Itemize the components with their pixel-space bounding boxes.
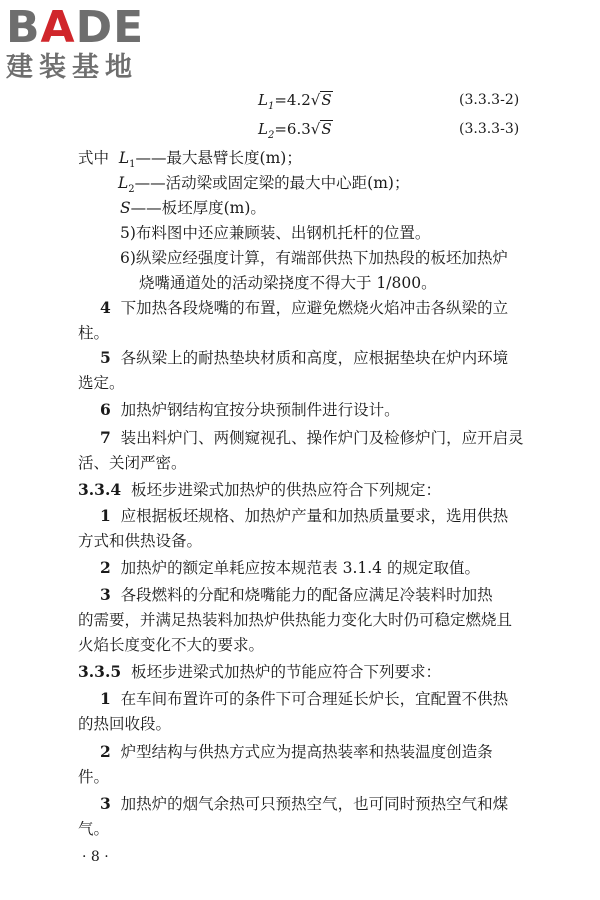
formula-l1: $L_1=4.2√S$ — [258, 91, 332, 112]
para-4-line1: 4 下加热各段烧嘴的布置，应避免燃烧火焰冲击各纵梁的立 — [100, 298, 509, 317]
s334-item-3-line3: 火焰长度变化不大的要求。 — [78, 636, 265, 654]
s334-item-1-line1: 1 应根据板坯规格、加热炉产量和加热质量要求，选用供热 — [100, 506, 509, 525]
para-7-line2: 活、关闭严密。 — [78, 454, 187, 472]
s335-item-1-line2: 的热回收段。 — [78, 715, 172, 733]
section-3-3-4-heading: 3.3.4 板坯步进梁式加热炉的供热应符合下列规定： — [78, 480, 442, 499]
logo-wordmark: BADE — [6, 2, 145, 53]
page-number: · 8 · — [82, 849, 109, 865]
item-5: 5)布料图中还应兼顾装、出钢机托杆的位置。 — [120, 224, 431, 242]
s335-item-2-line1: 2 炉型结构与供热方式应为提高热装率和热装温度创造条 — [100, 742, 493, 761]
s335-item-1-line1: 1 在车间布置许可的条件下可合理延长炉长，宜配置不供热 — [100, 689, 509, 708]
where-l1: 式中 $L_1——$最大悬臂长度(m)； — [78, 149, 302, 171]
brand-logo — [6, 4, 144, 84]
s335-item-3-line1: 3 加热炉的烟气余热可只预热空气，也可同时预热空气和煤 — [100, 794, 509, 813]
para-7-line1: 7 装出料炉门、两侧窥视孔、操作炉门及检修炉门，应开启灵 — [100, 428, 524, 447]
where-l2: $L_2——$活动梁或固定梁的最大中心距(m)； — [118, 174, 410, 196]
equation-number: (3.3.3-3) — [459, 121, 520, 137]
item-6-line1: 6)纵梁应经强度计算，有端部供热下加热段的板坯加热炉 — [120, 249, 508, 267]
s334-item-3-line2: 的需要，并满足热装料加热炉供热能力变化大时仍可稳定燃烧且 — [78, 611, 513, 629]
s334-item-1-line2: 方式和供热设备。 — [78, 532, 203, 550]
logo-chinese: 建装基地 — [6, 52, 138, 83]
s334-item-3-line1: 3 各段燃料的分配和烧嘴能力的配备应满足冷装料时加热 — [100, 585, 493, 604]
s335-item-3-line2: 气。 — [78, 820, 110, 838]
s334-item-2: 2 加热炉的额定单耗应按本规范表 3.1.4 的规定取值。 — [100, 558, 480, 577]
formula-l2: $L_2=6.3√S$ — [258, 120, 332, 141]
section-3-3-5-heading: 3.3.5 板坯步进梁式加热炉的节能应符合下列要求： — [78, 662, 442, 681]
para-6: 6 加热炉钢结构宜按分块预制件进行设计。 — [100, 400, 400, 419]
para-4-line2: 柱。 — [78, 324, 110, 342]
equation-number: (3.3.3-2) — [459, 92, 520, 108]
para-5-line1: 5 各纵梁上的耐热垫块材质和高度，应根据垫块在炉内环境 — [100, 348, 509, 367]
s335-item-2-line2: 件。 — [78, 768, 110, 786]
item-6-line2: 烧嘴通道处的活动梁挠度不得大于 1/800。 — [139, 274, 437, 292]
where-s: S——板坯厚度(m)。 — [120, 199, 266, 217]
para-5-line2: 选定。 — [78, 374, 125, 392]
